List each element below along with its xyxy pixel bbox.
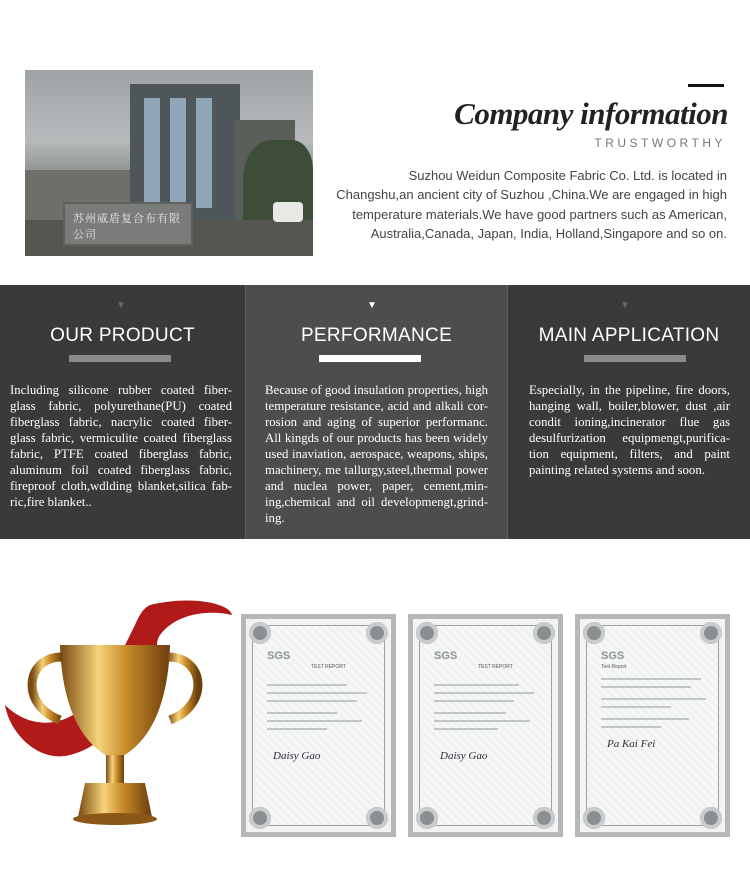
certificate-paper bbox=[586, 625, 719, 826]
text-line bbox=[601, 686, 691, 688]
company-building-photo bbox=[25, 70, 313, 256]
text-line bbox=[601, 698, 706, 700]
title-accent-bar bbox=[688, 84, 724, 87]
text-line bbox=[601, 706, 671, 708]
text-line bbox=[601, 726, 661, 728]
trophy-base-foot bbox=[73, 813, 157, 825]
ornament-corner bbox=[583, 622, 605, 644]
trophy-handle-left bbox=[32, 657, 62, 720]
sgs-logo: SGS bbox=[434, 650, 458, 662]
photo-car bbox=[273, 202, 303, 222]
ornament-corner bbox=[249, 807, 271, 829]
ornament-corner bbox=[366, 622, 388, 644]
signature: Pa Kai Fei bbox=[607, 738, 656, 750]
text-line bbox=[267, 692, 367, 694]
column-text: Especially, in the pipeline, fire doors, hanging wall, boiler,blower, dust ,air condit ioning,incinerator flue gas desulfurization equipmengt,purifica-tion equipment, filters, and paint painting related systems and soon. bbox=[529, 383, 730, 477]
trophy-image bbox=[0, 595, 235, 840]
trophy-handle-right bbox=[168, 657, 198, 720]
column-text: Because of good insulation properties, high temperature resistance, acid and alkali cor-rosion and aging of superior performanc. All kingds of our products has been widely used inaviation, aerospace, weapons, ships, machinery, me tallurgy,steel,thermal power and nuclea power, paper, cement,min-ing,chemical and oil developmengt,grind-ing. bbox=[265, 383, 488, 525]
ornament-corner bbox=[366, 807, 388, 829]
column-underline bbox=[69, 355, 171, 362]
sgs-logo: SGS bbox=[601, 650, 625, 662]
signature: Daisy Gao bbox=[440, 750, 488, 762]
text-line bbox=[434, 712, 506, 714]
photo-company-sign bbox=[63, 202, 193, 246]
text-line bbox=[434, 728, 498, 730]
down-triangle-icon: ▼ bbox=[367, 300, 377, 311]
text-line bbox=[434, 684, 519, 686]
ornament-corner bbox=[700, 622, 722, 644]
text-line bbox=[267, 720, 362, 722]
down-triangle-icon: ▼ bbox=[620, 300, 630, 311]
text-line bbox=[267, 712, 337, 714]
text-line bbox=[267, 684, 347, 686]
company-title: Company information bbox=[454, 96, 728, 131]
sgs-certificate bbox=[408, 614, 563, 837]
certificate-heading: TEST REPORT bbox=[311, 664, 346, 670]
down-triangle-icon: ▼ bbox=[116, 300, 126, 311]
ornament-corner bbox=[416, 622, 438, 644]
column-text: Including silicone rubber coated fiber-glass fabric, polyurethane(PU) coated fiberglass fabric, nacrylic coated fiber-glass fabric, vermiculite coated fiberglass fabric, PTFE coated fiberglass fabric, aluminum foil coated fiberglass fabric, fireproof cloth,wdlding blanket,silica fab-ric,fire blanket.. bbox=[10, 383, 232, 509]
photo-window bbox=[144, 98, 160, 208]
sgs-logo: SGS bbox=[267, 650, 291, 662]
ornament-corner bbox=[416, 807, 438, 829]
certificate-heading: Test Report bbox=[601, 664, 627, 670]
text-line bbox=[601, 718, 689, 720]
trophy-stem bbox=[106, 755, 124, 783]
ornament-corner bbox=[249, 622, 271, 644]
column-our-product bbox=[0, 285, 245, 539]
column-title: OUR PRODUCT bbox=[50, 325, 195, 346]
photo-window bbox=[170, 98, 186, 208]
certificate-paper bbox=[252, 625, 385, 826]
photo-sign-text: 苏州威盾复合布有限公司 bbox=[73, 212, 181, 241]
column-underline bbox=[584, 355, 686, 362]
text-line bbox=[434, 692, 534, 694]
text-line bbox=[601, 678, 701, 680]
column-title: MAIN APPLICATION bbox=[538, 325, 720, 346]
ornament-corner bbox=[533, 622, 555, 644]
text-line bbox=[267, 728, 327, 730]
company-subtitle: TRUSTWORTHY bbox=[594, 136, 726, 150]
column-main-application bbox=[508, 285, 750, 539]
sgs-certificate bbox=[575, 614, 730, 837]
text-line bbox=[434, 720, 530, 722]
column-performance bbox=[246, 285, 507, 539]
company-intro: Suzhou Weidun Composite Fabric Co. Ltd. is located in Changshu,an ancient city of Suzhou ,China.We are engaged in high temperature materials.We have good partners such as American, Australia,Canada, Japan, India, Holland,Singapore and so on. bbox=[336, 168, 727, 241]
certificate-heading: TEST REPORT bbox=[478, 664, 513, 670]
certificate-paper bbox=[419, 625, 552, 826]
ornament-corner bbox=[583, 807, 605, 829]
ornament-corner bbox=[533, 807, 555, 829]
column-title: PERFORMANCE bbox=[300, 325, 453, 346]
text-line bbox=[434, 700, 514, 702]
sgs-certificate bbox=[241, 614, 396, 837]
ornament-corner bbox=[700, 807, 722, 829]
column-underline bbox=[319, 355, 421, 362]
signature: Daisy Gao bbox=[273, 750, 321, 762]
photo-window bbox=[196, 98, 212, 208]
text-line bbox=[267, 700, 357, 702]
trophy-base bbox=[78, 783, 152, 817]
